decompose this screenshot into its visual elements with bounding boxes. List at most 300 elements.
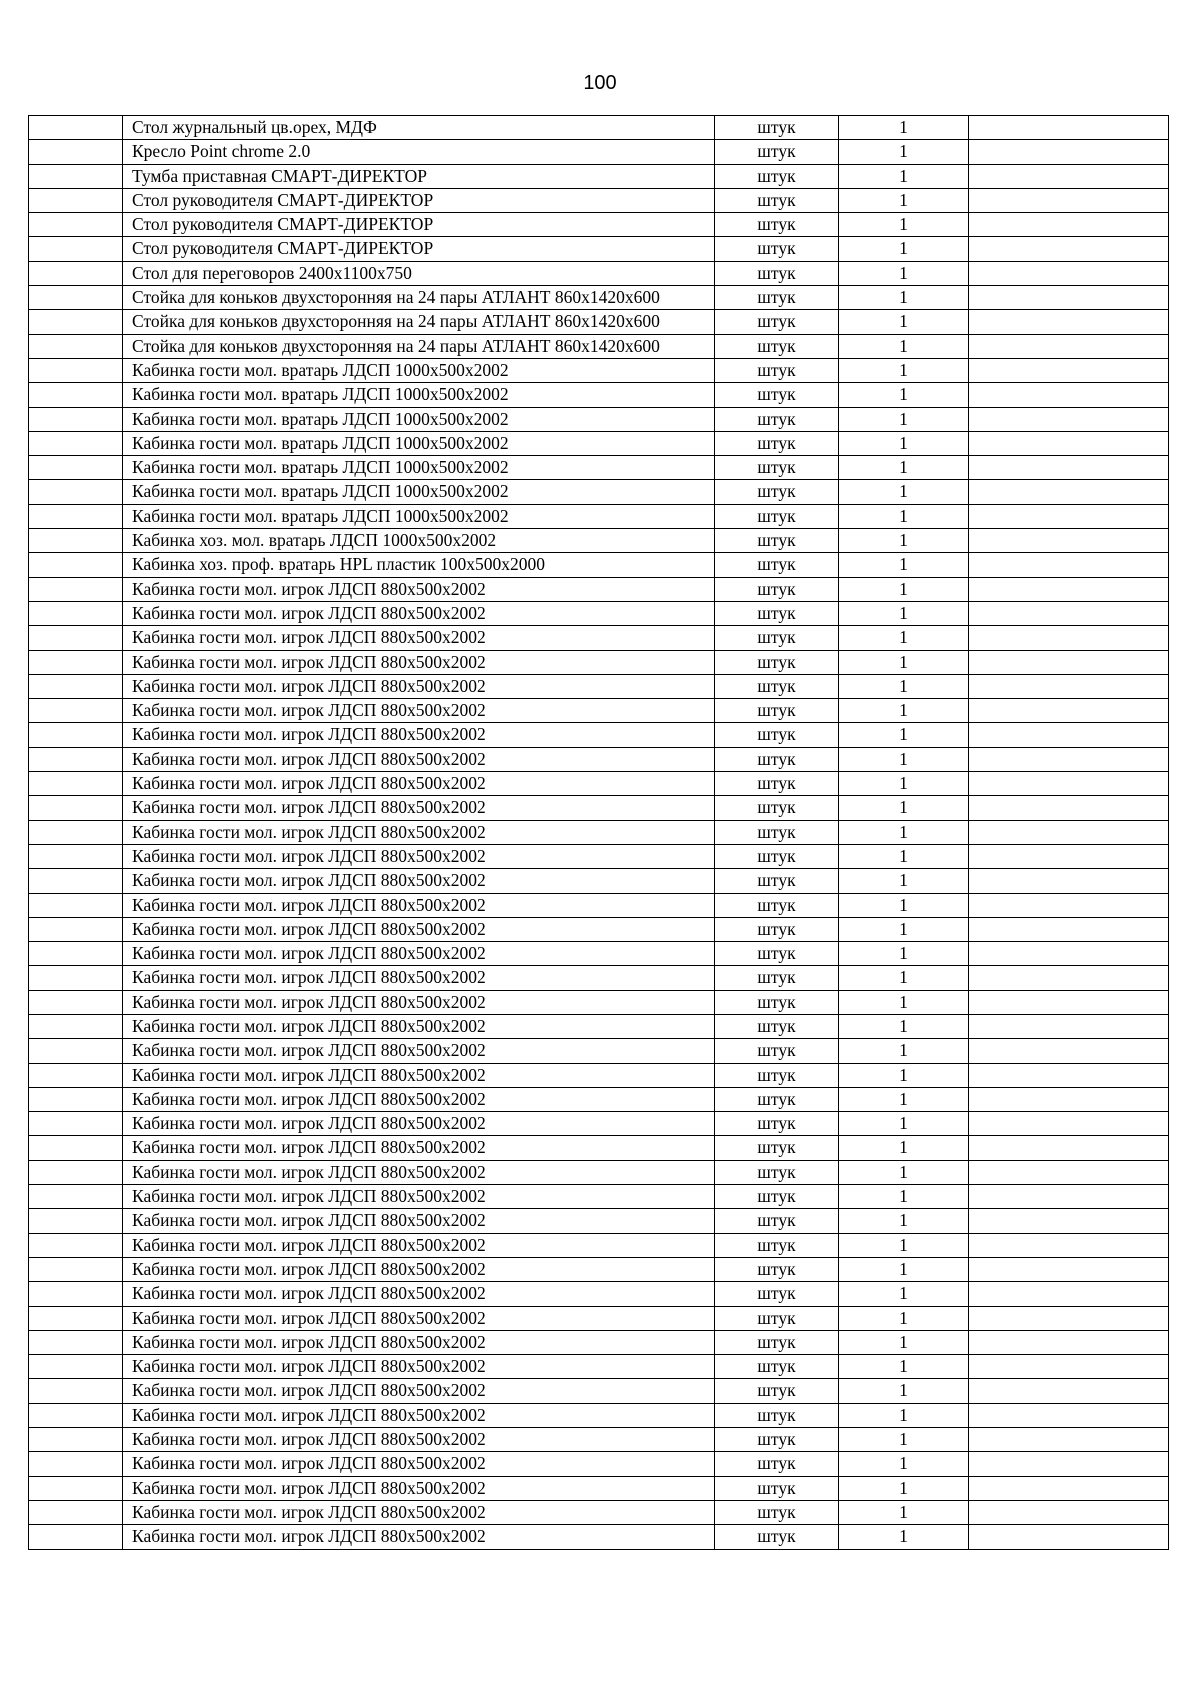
quantity-cell: 1 <box>839 188 969 212</box>
row-number-cell <box>29 844 123 868</box>
item-name-cell: Кабинка гости мол. игрок ЛДСП 880х500х2002 <box>123 1087 715 1111</box>
quantity-cell: 1 <box>839 1039 969 1063</box>
item-name-cell: Кабинка гости мол. вратарь ЛДСП 1000х500х2002 <box>123 480 715 504</box>
quantity-cell: 1 <box>839 1452 969 1476</box>
item-name-cell: Кабинка гости мол. вратарь ЛДСП 1000х500х2002 <box>123 358 715 382</box>
table-row <box>29 942 1169 966</box>
note-cell <box>969 577 1169 601</box>
unit-cell: штук <box>715 237 839 261</box>
item-name-cell: Кабинка гости мол. игрок ЛДСП 880х500х2002 <box>123 1136 715 1160</box>
note-cell <box>969 383 1169 407</box>
quantity-cell: 1 <box>839 1500 969 1524</box>
unit-cell: штук <box>715 310 839 334</box>
note-cell <box>969 310 1169 334</box>
quantity-cell: 1 <box>839 1403 969 1427</box>
table-row <box>29 1087 1169 1111</box>
row-number-cell <box>29 188 123 212</box>
note-cell <box>969 1063 1169 1087</box>
unit-cell: штук <box>715 1136 839 1160</box>
item-name-cell: Кабинка гости мол. игрок ЛДСП 880х500х2002 <box>123 1525 715 1549</box>
item-name-cell: Тумба приставная СМАРТ-ДИРЕКТОР <box>123 164 715 188</box>
quantity-cell: 1 <box>839 383 969 407</box>
table-row <box>29 1355 1169 1379</box>
note-cell <box>969 917 1169 941</box>
quantity-cell: 1 <box>839 116 969 140</box>
unit-cell: штук <box>715 942 839 966</box>
table-row <box>29 1330 1169 1354</box>
note-cell <box>969 1428 1169 1452</box>
unit-cell: штук <box>715 1014 839 1038</box>
table-row <box>29 1403 1169 1427</box>
quantity-cell: 1 <box>839 261 969 285</box>
inventory-table-body <box>29 116 1169 1550</box>
unit-cell: штук <box>715 1160 839 1184</box>
note-cell <box>969 796 1169 820</box>
note-cell <box>969 966 1169 990</box>
item-name-cell: Кабинка гости мол. игрок ЛДСП 880х500х2002 <box>123 1476 715 1500</box>
table-row <box>29 553 1169 577</box>
row-number-cell <box>29 334 123 358</box>
table-row <box>29 893 1169 917</box>
table-row <box>29 358 1169 382</box>
row-number-cell <box>29 1257 123 1281</box>
quantity-cell: 1 <box>839 286 969 310</box>
unit-cell: штук <box>715 529 839 553</box>
quantity-cell: 1 <box>839 1014 969 1038</box>
item-name-cell: Кабинка гости мол. вратарь ЛДСП 1000х500х2002 <box>123 456 715 480</box>
quantity-cell: 1 <box>839 237 969 261</box>
unit-cell: штук <box>715 1355 839 1379</box>
unit-cell: штук <box>715 213 839 237</box>
unit-cell: штук <box>715 456 839 480</box>
note-cell <box>969 1525 1169 1549</box>
item-name-cell: Стойка для коньков двухсторонняя на 24 пары АТЛАНТ 860х1420х600 <box>123 334 715 358</box>
item-name-cell: Кабинка гости мол. игрок ЛДСП 880х500х2002 <box>123 1330 715 1354</box>
unit-cell: штук <box>715 699 839 723</box>
item-name-cell: Кабинка хоз. проф. вратарь HPL пластик 100х500х2000 <box>123 553 715 577</box>
row-number-cell <box>29 917 123 941</box>
table-row <box>29 140 1169 164</box>
note-cell <box>969 893 1169 917</box>
table-row <box>29 1476 1169 1500</box>
table-row <box>29 1257 1169 1281</box>
unit-cell: штук <box>715 990 839 1014</box>
unit-cell: штук <box>715 844 839 868</box>
table-row <box>29 188 1169 212</box>
table-row <box>29 1112 1169 1136</box>
quantity-cell: 1 <box>839 334 969 358</box>
row-number-cell <box>29 601 123 625</box>
row-number-cell <box>29 650 123 674</box>
row-number-cell <box>29 674 123 698</box>
item-name-cell: Кабинка гости мол. игрок ЛДСП 880х500х2002 <box>123 747 715 771</box>
quantity-cell: 1 <box>839 553 969 577</box>
note-cell <box>969 626 1169 650</box>
quantity-cell: 1 <box>839 966 969 990</box>
row-number-cell <box>29 1282 123 1306</box>
unit-cell: штук <box>715 140 839 164</box>
quantity-cell: 1 <box>839 140 969 164</box>
table-row <box>29 747 1169 771</box>
item-name-cell: Кабинка гости мол. игрок ЛДСП 880х500х2002 <box>123 1282 715 1306</box>
quantity-cell: 1 <box>839 601 969 625</box>
note-cell <box>969 1330 1169 1354</box>
note-cell <box>969 334 1169 358</box>
table-row <box>29 966 1169 990</box>
quantity-cell: 1 <box>839 674 969 698</box>
table-row <box>29 699 1169 723</box>
table-row <box>29 334 1169 358</box>
unit-cell: штук <box>715 504 839 528</box>
row-number-cell <box>29 1330 123 1354</box>
row-number-cell <box>29 116 123 140</box>
table-row <box>29 674 1169 698</box>
item-name-cell: Кабинка гости мол. игрок ЛДСП 880х500х2002 <box>123 966 715 990</box>
note-cell <box>969 456 1169 480</box>
item-name-cell: Кабинка гости мол. игрок ЛДСП 880х500х2002 <box>123 1257 715 1281</box>
quantity-cell: 1 <box>839 1330 969 1354</box>
quantity-cell: 1 <box>839 1233 969 1257</box>
unit-cell: штук <box>715 966 839 990</box>
unit-cell: штук <box>715 747 839 771</box>
item-name-cell: Стол руководителя СМАРТ-ДИРЕКТОР <box>123 188 715 212</box>
item-name-cell: Стойка для коньков двухсторонняя на 24 пары АТЛАНТ 860х1420х600 <box>123 310 715 334</box>
unit-cell: штук <box>715 1112 839 1136</box>
item-name-cell: Кабинка гости мол. игрок ЛДСП 880х500х2002 <box>123 674 715 698</box>
row-number-cell <box>29 504 123 528</box>
row-number-cell <box>29 699 123 723</box>
note-cell <box>969 1500 1169 1524</box>
unit-cell: штук <box>715 1476 839 1500</box>
row-number-cell <box>29 1233 123 1257</box>
table-row <box>29 723 1169 747</box>
note-cell <box>969 1403 1169 1427</box>
quantity-cell: 1 <box>839 1282 969 1306</box>
item-name-cell: Кабинка гости мол. игрок ЛДСП 880х500х2002 <box>123 1039 715 1063</box>
note-cell <box>969 480 1169 504</box>
note-cell <box>969 1087 1169 1111</box>
unit-cell: штук <box>715 1233 839 1257</box>
unit-cell: штук <box>715 1306 839 1330</box>
note-cell <box>969 140 1169 164</box>
note-cell <box>969 1185 1169 1209</box>
note-cell <box>969 286 1169 310</box>
note-cell <box>969 723 1169 747</box>
row-number-cell <box>29 1379 123 1403</box>
quantity-cell: 1 <box>839 1136 969 1160</box>
note-cell <box>969 553 1169 577</box>
item-name-cell: Кабинка гости мол. игрок ЛДСП 880х500х2002 <box>123 1063 715 1087</box>
unit-cell: штук <box>715 1403 839 1427</box>
row-number-cell <box>29 747 123 771</box>
item-name-cell: Кабинка гости мол. игрок ЛДСП 880х500х2002 <box>123 820 715 844</box>
table-row <box>29 650 1169 674</box>
note-cell <box>969 601 1169 625</box>
row-number-cell <box>29 1136 123 1160</box>
item-name-cell: Кабинка гости мол. игрок ЛДСП 880х500х2002 <box>123 1306 715 1330</box>
unit-cell: штук <box>715 772 839 796</box>
quantity-cell: 1 <box>839 796 969 820</box>
item-name-cell: Кабинка гости мол. игрок ЛДСП 880х500х2002 <box>123 844 715 868</box>
item-name-cell: Кабинка гости мол. вратарь ЛДСП 1000х500х2002 <box>123 383 715 407</box>
row-number-cell <box>29 626 123 650</box>
unit-cell: штук <box>715 164 839 188</box>
quantity-cell: 1 <box>839 893 969 917</box>
item-name-cell: Кабинка гости мол. игрок ЛДСП 880х500х2002 <box>123 1112 715 1136</box>
row-number-cell <box>29 1209 123 1233</box>
note-cell <box>969 188 1169 212</box>
table-row <box>29 772 1169 796</box>
table-row <box>29 1500 1169 1524</box>
unit-cell: штук <box>715 1257 839 1281</box>
note-cell <box>969 1039 1169 1063</box>
note-cell <box>969 942 1169 966</box>
table-row <box>29 796 1169 820</box>
unit-cell: штук <box>715 358 839 382</box>
quantity-cell: 1 <box>839 1379 969 1403</box>
unit-cell: штук <box>715 723 839 747</box>
table-row <box>29 1039 1169 1063</box>
table-row <box>29 1014 1169 1038</box>
note-cell <box>969 650 1169 674</box>
item-name-cell: Кабинка гости мол. игрок ЛДСП 880х500х2002 <box>123 723 715 747</box>
row-number-cell <box>29 1087 123 1111</box>
quantity-cell: 1 <box>839 869 969 893</box>
note-cell <box>969 699 1169 723</box>
note-cell <box>969 1136 1169 1160</box>
unit-cell: штук <box>715 1379 839 1403</box>
unit-cell: штук <box>715 1063 839 1087</box>
quantity-cell: 1 <box>839 1063 969 1087</box>
unit-cell: штук <box>715 431 839 455</box>
quantity-cell: 1 <box>839 723 969 747</box>
table-row <box>29 1063 1169 1087</box>
quantity-cell: 1 <box>839 529 969 553</box>
row-number-cell <box>29 893 123 917</box>
unit-cell: штук <box>715 1039 839 1063</box>
row-number-cell <box>29 1428 123 1452</box>
unit-cell: штук <box>715 407 839 431</box>
item-name-cell: Кабинка гости мол. игрок ЛДСП 880х500х2002 <box>123 990 715 1014</box>
table-row <box>29 286 1169 310</box>
quantity-cell: 1 <box>839 407 969 431</box>
unit-cell: штук <box>715 1525 839 1549</box>
table-row <box>29 1136 1169 1160</box>
page-number: 100 <box>583 72 617 94</box>
unit-cell: штук <box>715 1185 839 1209</box>
row-number-cell <box>29 480 123 504</box>
item-name-cell: Кабинка гости мол. игрок ЛДСП 880х500х2002 <box>123 917 715 941</box>
item-name-cell: Кабинка гости мол. игрок ЛДСП 880х500х2002 <box>123 1014 715 1038</box>
note-cell <box>969 772 1169 796</box>
row-number-cell <box>29 261 123 285</box>
quantity-cell: 1 <box>839 358 969 382</box>
table-row <box>29 529 1169 553</box>
row-number-cell <box>29 164 123 188</box>
row-number-cell <box>29 431 123 455</box>
note-cell <box>969 1209 1169 1233</box>
table-row <box>29 480 1169 504</box>
item-name-cell: Кабинка гости мол. игрок ЛДСП 880х500х2002 <box>123 699 715 723</box>
table-row <box>29 310 1169 334</box>
unit-cell: штук <box>715 650 839 674</box>
item-name-cell: Кабинка гости мол. игрок ЛДСП 880х500х2002 <box>123 796 715 820</box>
unit-cell: штук <box>715 1209 839 1233</box>
table-row <box>29 917 1169 941</box>
item-name-cell: Кабинка гости мол. игрок ЛДСП 880х500х2002 <box>123 1379 715 1403</box>
item-name-cell: Кабинка гости мол. игрок ЛДСП 880х500х2002 <box>123 893 715 917</box>
unit-cell: штук <box>715 674 839 698</box>
note-cell <box>969 1014 1169 1038</box>
quantity-cell: 1 <box>839 1112 969 1136</box>
table-row <box>29 577 1169 601</box>
unit-cell: штук <box>715 553 839 577</box>
table-row <box>29 164 1169 188</box>
quantity-cell: 1 <box>839 699 969 723</box>
quantity-cell: 1 <box>839 480 969 504</box>
note-cell <box>969 261 1169 285</box>
table-row <box>29 213 1169 237</box>
item-name-cell: Кабинка гости мол. игрок ЛДСП 880х500х2002 <box>123 1355 715 1379</box>
row-number-cell <box>29 1525 123 1549</box>
row-number-cell <box>29 358 123 382</box>
quantity-cell: 1 <box>839 844 969 868</box>
table-row <box>29 1452 1169 1476</box>
unit-cell: штук <box>715 261 839 285</box>
note-cell <box>969 504 1169 528</box>
item-name-cell: Кабинка гости мол. игрок ЛДСП 880х500х2002 <box>123 650 715 674</box>
unit-cell: штук <box>715 601 839 625</box>
quantity-cell: 1 <box>839 504 969 528</box>
quantity-cell: 1 <box>839 310 969 334</box>
note-cell <box>969 1112 1169 1136</box>
table-row <box>29 1209 1169 1233</box>
item-name-cell: Кабинка гости мол. игрок ЛДСП 880х500х2002 <box>123 1185 715 1209</box>
note-cell <box>969 820 1169 844</box>
item-name-cell: Кабинка гости мол. игрок ЛДСП 880х500х2002 <box>123 772 715 796</box>
row-number-cell <box>29 1112 123 1136</box>
quantity-cell: 1 <box>839 1306 969 1330</box>
note-cell <box>969 1379 1169 1403</box>
table-row <box>29 237 1169 261</box>
note-cell <box>969 869 1169 893</box>
unit-cell: штук <box>715 796 839 820</box>
item-name-cell: Стол для переговоров 2400х1100х750 <box>123 261 715 285</box>
unit-cell: штук <box>715 626 839 650</box>
note-cell <box>969 990 1169 1014</box>
row-number-cell <box>29 990 123 1014</box>
row-number-cell <box>29 140 123 164</box>
unit-cell: штук <box>715 917 839 941</box>
note-cell <box>969 213 1169 237</box>
table-row <box>29 990 1169 1014</box>
item-name-cell: Кабинка гости мол. игрок ЛДСП 880х500х2002 <box>123 626 715 650</box>
unit-cell: штук <box>715 1428 839 1452</box>
item-name-cell: Кабинка гости мол. игрок ЛДСП 880х500х2002 <box>123 1233 715 1257</box>
item-name-cell: Кабинка гости мол. игрок ЛДСП 880х500х2002 <box>123 1500 715 1524</box>
table-row <box>29 407 1169 431</box>
row-number-cell <box>29 1014 123 1038</box>
quantity-cell: 1 <box>839 772 969 796</box>
quantity-cell: 1 <box>839 820 969 844</box>
unit-cell: штук <box>715 1087 839 1111</box>
item-name-cell: Кресло Point chrome 2.0 <box>123 140 715 164</box>
table-row <box>29 1428 1169 1452</box>
note-cell <box>969 1355 1169 1379</box>
note-cell <box>969 1306 1169 1330</box>
item-name-cell: Кабинка гости мол. игрок ЛДСП 880х500х2002 <box>123 1160 715 1184</box>
table-row <box>29 1160 1169 1184</box>
table-row <box>29 261 1169 285</box>
note-cell <box>969 529 1169 553</box>
unit-cell: штук <box>715 869 839 893</box>
item-name-cell: Кабинка гости мол. игрок ЛДСП 880х500х2002 <box>123 1452 715 1476</box>
unit-cell: штук <box>715 286 839 310</box>
note-cell <box>969 1452 1169 1476</box>
quantity-cell: 1 <box>839 431 969 455</box>
item-name-cell: Стол руководителя СМАРТ-ДИРЕКТОР <box>123 213 715 237</box>
item-name-cell: Кабинка гости мол. игрок ЛДСП 880х500х2002 <box>123 942 715 966</box>
unit-cell: штук <box>715 1500 839 1524</box>
quantity-cell: 1 <box>839 456 969 480</box>
item-name-cell: Кабинка гости мол. игрок ЛДСП 880х500х2002 <box>123 869 715 893</box>
table-row <box>29 626 1169 650</box>
item-name-cell: Стол журнальный цв.орех, МДФ <box>123 116 715 140</box>
table-row <box>29 116 1169 140</box>
row-number-cell <box>29 553 123 577</box>
item-name-cell: Кабинка гости мол. вратарь ЛДСП 1000х500х2002 <box>123 504 715 528</box>
row-number-cell <box>29 723 123 747</box>
unit-cell: штук <box>715 1330 839 1354</box>
unit-cell: штук <box>715 334 839 358</box>
item-name-cell: Кабинка хоз. мол. вратарь ЛДСП 1000х500х2002 <box>123 529 715 553</box>
note-cell <box>969 1257 1169 1281</box>
table-row <box>29 383 1169 407</box>
unit-cell: штук <box>715 383 839 407</box>
row-number-cell <box>29 772 123 796</box>
row-number-cell <box>29 1039 123 1063</box>
table-row <box>29 1525 1169 1549</box>
note-cell <box>969 237 1169 261</box>
row-number-cell <box>29 942 123 966</box>
unit-cell: штук <box>715 480 839 504</box>
row-number-cell <box>29 1355 123 1379</box>
table-row <box>29 601 1169 625</box>
row-number-cell <box>29 1403 123 1427</box>
row-number-cell <box>29 820 123 844</box>
row-number-cell <box>29 407 123 431</box>
row-number-cell <box>29 1306 123 1330</box>
quantity-cell: 1 <box>839 1428 969 1452</box>
table-row <box>29 844 1169 868</box>
item-name-cell: Стол руководителя СМАРТ-ДИРЕКТОР <box>123 237 715 261</box>
quantity-cell: 1 <box>839 990 969 1014</box>
table-row <box>29 431 1169 455</box>
quantity-cell: 1 <box>839 917 969 941</box>
row-number-cell <box>29 577 123 601</box>
item-name-cell: Кабинка гости мол. вратарь ЛДСП 1000х500х2002 <box>123 407 715 431</box>
quantity-cell: 1 <box>839 626 969 650</box>
table-row <box>29 820 1169 844</box>
row-number-cell <box>29 1185 123 1209</box>
quantity-cell: 1 <box>839 1185 969 1209</box>
item-name-cell: Кабинка гости мол. игрок ЛДСП 880х500х2002 <box>123 577 715 601</box>
unit-cell: штук <box>715 577 839 601</box>
quantity-cell: 1 <box>839 1525 969 1549</box>
note-cell <box>969 431 1169 455</box>
table-row <box>29 1185 1169 1209</box>
note-cell <box>969 747 1169 771</box>
